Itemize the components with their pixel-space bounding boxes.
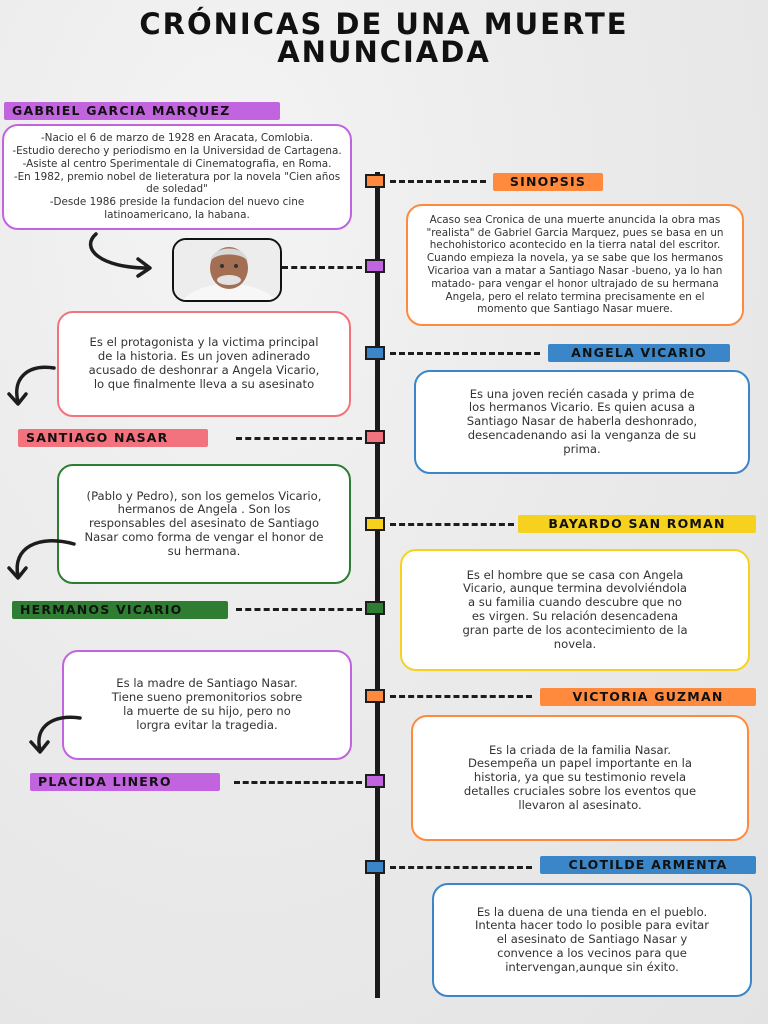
timeline-node-clotilde	[365, 860, 385, 874]
connector-santiago	[236, 437, 362, 440]
connector-photo	[282, 266, 362, 269]
connector-bayardo	[390, 523, 514, 526]
box-sinopsis	[406, 204, 744, 326]
label-bayardo-san-roman: BAYARDO SAN ROMAN	[518, 515, 756, 533]
timeline-node-sinopsis	[365, 174, 385, 188]
box-clotilde-armenta	[432, 883, 752, 997]
label-gabriel-garcia-marquez: GABRIEL GARCIA MARQUEZ	[4, 102, 280, 120]
label-placida-linero: PLACIDA LINERO	[30, 773, 220, 791]
curved-arrow-icon	[80, 228, 160, 278]
label-santiago-nasar: SANTIAGO NASAR	[18, 429, 208, 447]
label-clotilde-armenta: CLOTILDE ARMENTA	[540, 856, 756, 874]
page-title-line-2: ANUNCIADA	[277, 35, 491, 69]
connector-angela	[390, 352, 540, 355]
bayardo-san-roman-text: Es el hombre que se casa con Angela Vicario, aunque termina devolviéndola a su familia cuando descubre que no es virgen. Su relación desencadena gran parte de los acontecimiento de la novela.	[462, 567, 688, 651]
timeline-node-author	[365, 259, 385, 273]
hermanos-vicario-text: (Pablo y Pedro), son los gemelos Vicario, hermanos de Angela . Son los responsables del asesinato de Santiago Nasar como forma de vengar el honor de su hermana.	[84, 488, 324, 558]
author-bio-text: -Nacio el 6 de marzo de 1928 en Aracata, Comlobia. -Estudio derecho y periodismo en la Universidad de Cartagena. -Asiste al centro Sperimentale di Cinematografia, en Roma. -En 1982, premio nobel de lieteratura por la novela "Cien años de soledad" -Desde 1986 preside la fundacion del nuevo cine latinoamericano, la habana.	[12, 132, 342, 221]
angela-vicario-text: Es una joven recién casada y prima de los hermanos Vicario. Es quien acusa a Santiago Nasar de haberla deshonrado, desencadenando asi la venganza de su prima.	[466, 386, 698, 456]
author-photo	[172, 238, 282, 302]
curved-arrow-icon	[4, 536, 78, 584]
connector-placida	[234, 781, 362, 784]
connector-hermanos	[236, 608, 362, 611]
clotilde-armenta-text: Es la duena de una tienda en el pueblo. Intenta hacer todo lo posible para evitar el asesinato de Santiago Nasar y convence a los vecinos para que intervengan,aunque sin éxito.	[474, 904, 710, 974]
connector-victoria	[390, 695, 532, 698]
page-title-line-1: CRÓNICAS DE UNA MUERTE	[139, 7, 629, 41]
label-hermanos-vicario: HERMANOS VICARIO	[12, 601, 228, 619]
box-bayardo-san-roman	[400, 549, 750, 671]
curved-arrow-icon	[24, 712, 84, 758]
victoria-guzman-text: Es la criada de la familia Nasar. Desempeña un papel importante en la historia, ya que su testimonio revela detalles cruciales sobre los eventos que llevaron al asesinato.	[463, 742, 697, 812]
timeline-node-victoria	[365, 689, 385, 703]
curved-arrow-icon	[4, 362, 58, 410]
box-author-bio	[2, 124, 352, 230]
placida-linero-text: Es la madre de Santiago Nasar. Tiene sueno premonitorios sobre la muerte de su hijo, pero no lorgra evitar la tragedia.	[111, 676, 303, 732]
label-victoria-guzman: VICTORIA GUZMAN	[540, 688, 756, 706]
box-victoria-guzman	[411, 715, 749, 841]
label-angela-vicario: ANGELA VICARIO	[548, 344, 730, 362]
timeline-node-angela	[365, 346, 385, 360]
timeline-line	[375, 172, 380, 998]
timeline-node-placida	[365, 774, 385, 788]
connector-sinopsis	[390, 180, 486, 183]
timeline-node-santiago	[365, 430, 385, 444]
connector-clotilde	[390, 866, 532, 869]
box-hermanos-vicario	[57, 464, 351, 584]
santiago-nasar-text: Es el protagonista y la victima principal de la historia. Es un joven adinerado acusado de deshonrar a Angela Vicario, lo que finalmente lleva a su asesinato	[88, 335, 320, 391]
sinopsis-text: Acaso sea Cronica de una muerte anuncida la obra mas "realista" de Gabriel Garcia Marquez, pues se basa en un hechohistorico acontecido en la tierra natal del escritor. Cuando empieza la novela, ya se sabe que los hermanos Vicarioa van a matar a Santiago Nasar -bueno, ya lo han matado- para vengar el honor ultrajado de su hermana Angela, pero el relato termina precisamente en el momento que Santiago Nasar muere.	[426, 213, 724, 316]
timeline-node-bayardo	[365, 517, 385, 531]
timeline-node-hermanos	[365, 601, 385, 615]
box-placida-linero	[62, 650, 352, 760]
box-santiago-nasar	[57, 311, 351, 417]
box-angela-vicario	[414, 370, 750, 474]
label-sinopsis: SINOPSIS	[493, 173, 603, 191]
